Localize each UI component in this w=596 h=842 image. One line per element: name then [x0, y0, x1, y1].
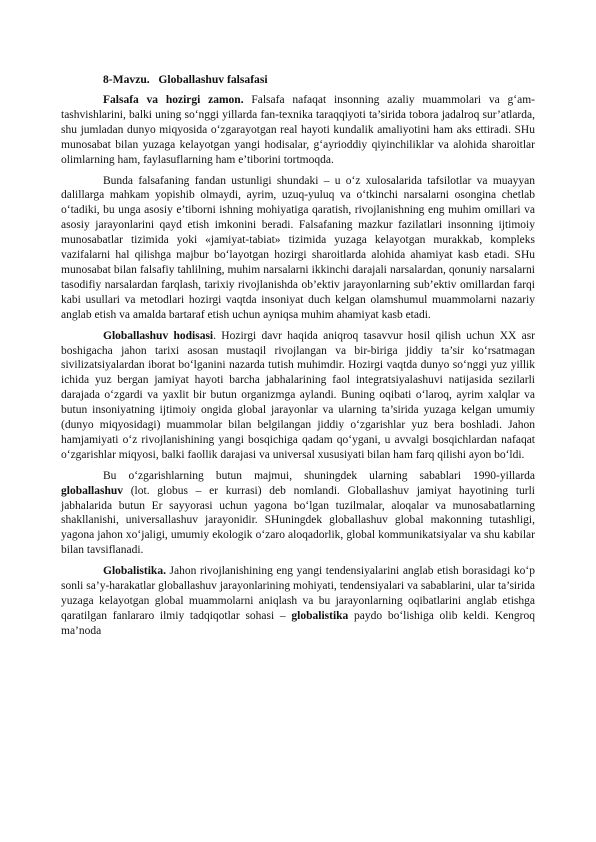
paragraph-1-text: Falsafa nafaqat insonning azaliy muammolari va g‘am-tashvishlarini, balki uning so‘nggi yillarda fan-texnika taraqqiyoti ta’sirida tobora jadalroq sur’atlarda, shu jumladan dunyo miqyosida o‘zgarayotgan real hayoti kundalik amaliyotini ham aks ettiradi. SHu munosabat bilan yuzaga kelayotgan yangi hodisalar, g‘ayrioddiy qiyinchiliklar va alohida sharoitlar olimlarning ham, faylasuflarning ham e’tiborini tortmoqda. — [61, 94, 535, 166]
paragraph-3-lead: Globallashuv hodisasi — [103, 329, 214, 342]
paragraph-2 — [61, 174, 535, 323]
paragraph-5-text-before: Jahon rivojlanishining eng yangi tendensiyalarini anglab etish borasidagi ko‘p sonli sa’y-harakatlar globallashuv jarayonlarining mohiyati, tendensiyalari va sabablarini, ular ta’sirida yuzaga kelayotgan global muammolarni aniqlash va bu jarayonlarning oqibatlarini anglab etishga qaratilgan fanlararo ilmiy tadqiqotlar sohasi – — [61, 565, 535, 622]
paragraph-5-lead: Globalistika. — [103, 565, 166, 578]
paragraph-4 — [61, 469, 535, 558]
paragraph-4-text-before: Bu o‘zgarishlarning butun majmui, shuningdek ularning sabablari 1990-yillarda — [103, 469, 535, 482]
page-title: 8-Mavzu. Globallashuv falsafasi — [103, 73, 268, 86]
paragraph-3-text: . Hozirgi davr haqida aniqroq tasavvur hosil qilish uchun XX asr boshigacha jahon tarixi asosan mustaqil rivojlangan va bir-biriga jiddiy ta’sir ko‘rsatmagan sivilizatsiyalardan iborat bo‘lganini nazarda tutish muhimdir. Hozirgi vaqtda dunyo so‘nggi yuz yillik ichida yuz bergan jamiyat hayoti barcha jabhalarining faol integratsiyalashuvi natijasida sezilarli darajada o‘zgardi va yaxlit bir butun organizmga aylandi. Buning oqibati o‘laroq, ayrim xalqlar va butun insoniyatning ijtimoiy ongida global jarayonlar va ularning ta’sirida yuzaga kelgan umumiy (dunyo miqyosidagi) muammolar bilan belgilangan jiddiy o‘zgarishlar yuz bera boshladi. Jahon hamjamiyati o‘z rivojlanishining yangi bosqichiga qadam qo‘ygani, u avvalgi bosqichlardan nafaqat o‘zgarishlar miqyosi, balki faollik darajasi va universal xususiyati bilan ham farq qilishi ayon bo‘ldi. — [61, 329, 536, 461]
paragraph-1 — [61, 93, 535, 168]
paragraph-4-term: globallashuv — [61, 484, 123, 497]
paragraph-5-term: globalistika — [291, 609, 349, 622]
paragraph-5 — [61, 564, 535, 639]
paragraph-3 — [61, 329, 535, 463]
paragraph-1-lead: Falsafa va hozirgi zamon. — [103, 94, 244, 106]
paragraph-4-text-after: (lot. globus – er kurrasi) deb nomlandi. Globallashuv jamiyat hayotining turli jabhalarida butun Er sayyorasi uchun yagona bo‘lgan tuzilmalar, aloqalar va munosabatlarning shakllanishi, universallashuv jarayonidir. SHuningdek globallashuv global makonning tutashligi, yagona jahon xo‘jaligi, umumiy ekologik o‘zaro aloqadorlik, global kommunikatsiyalar va shu kabilar bilan tavsiflanadi. — [61, 484, 535, 557]
paragraph-5-text-after: paydo bo‘lishiga olib keldi. Kengroq ma’noda — [61, 609, 535, 637]
paragraph-2-text: Bunda falsafaning fandan ustunligi shundaki – u o‘z xulosalarida tafsilotlar va muayyan dalillarga mahkam yopishib olmaydi, ayrim, uzuq-yuluq va o‘tkinchi narsalarni osongina chetlab o‘tadiki, bu unga asosiy e’tiborni ishning mohiyatiga qaratish, rivojlanishning eng muhim omillari va asosiy jarayonlarini qayd etish imkonini beradi. Falsafaning mazkur fazilatlari insonning ijtimoiy munosabatlar tizimida yoki «jamiyat-tabiat» tizimida yuzaga kelayotgan murakkab, kompleks vazifalarni hal qilishga majbur bo‘layotgan hozirgi sharoitlarda alohida ahamiyat kasb etadi. SHu munosabat bilan falsafiy tahlilning, muhim narsalarni ikkinchi darajali narsalardan, qonuniy narsalarni tasodifiy narsalardan farqlash, tarixiy rivojlanishda ob’ektiv jarayonlarning sub’ektiv omillardan farqi kabi usullari va metodlari hozirgi vaqtda insoniyat duch kelgan olamshumul muammolarni nazariy anglab etish va amalda bartaraf etish uchun ayniqsa muhim ahamiyat kasb etadi. — [61, 174, 535, 321]
